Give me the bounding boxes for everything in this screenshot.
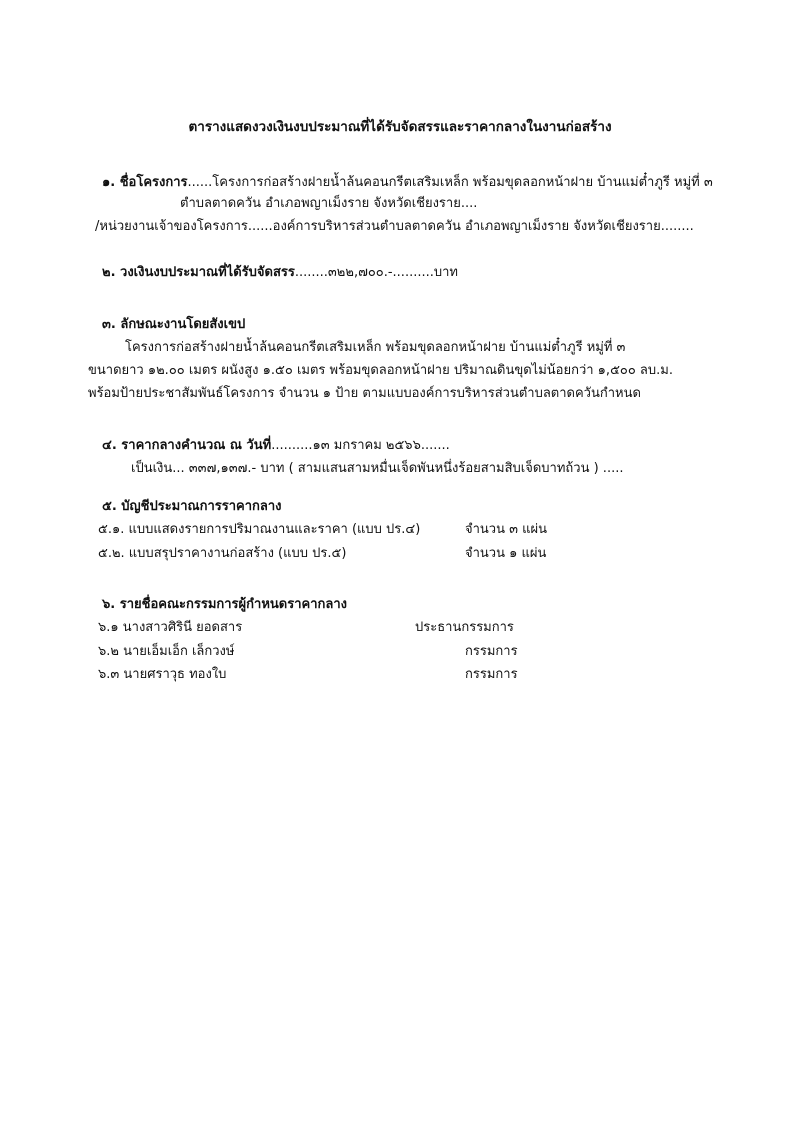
estimate-item-count: จำนวน ๑ แผ่น — [465, 546, 547, 561]
committee-member-name: ๖.๓ นายศราวุธ ทองใบ — [98, 667, 227, 682]
estimate-item-count: จำนวน ๓ แผ่น — [465, 522, 548, 537]
estimate-item-label: ๕.๒. แบบสรุปราคางานก่อสร้าง (แบบ ปร.๕) — [98, 546, 347, 561]
committee-member-role: กรรมการ — [465, 644, 518, 659]
section-6-heading: ๖. รายชื่อคณะกรรมการผู้กำหนดราคากลาง — [102, 597, 347, 612]
description-line-3: พร้อมป้ายประชาสัมพันธ์โครงการ จำนวน ๑ ป้าย ตามแบบองค์การบริหารส่วนตำบลตาดควันกำหนด — [88, 386, 641, 401]
committee-member-role: กรรมการ — [465, 667, 518, 682]
committee-member-name: ๖.๒ นายเอ็มเอ็ก เล็กวงษ์ — [98, 644, 235, 659]
estimate-item-label: ๕.๑. แบบแสดงรายการปริมาณงานและราคา (แบบ ปร.๔) — [98, 522, 421, 537]
section-1 — [102, 173, 713, 193]
section-2 — [102, 263, 458, 283]
calculation-date: ..........๑๓ มกราคม ๒๕๖๖....... — [271, 438, 450, 453]
committee-member-name: ๖.๑ นางสาวศิรินี ยอดสาร — [98, 620, 243, 635]
budget-amount: ........๓๒๒,๗๐๐.-..........บาท — [294, 265, 458, 280]
project-owner: /หน่วยงานเจ้าของโครงการ......องค์การบริหารส่วนตำบลตาดควัน อำเภอพญาเม็งราย จังหวัดเชียงราย........ — [95, 219, 694, 234]
median-price-amount: เป็นเงิน... ๓๓๗,๑๓๗.- บาท ( สามแสนสามหมื่นเจ็ดพันหนึ่งร้อยสามสิบเจ็ดบาทถ้วน ) ..... — [131, 461, 624, 476]
document-title: ตารางแสดงวงเงินงบประมาณที่ได้รับจัดสรรและราคากลางในงานก่อสร้าง — [188, 119, 612, 135]
section-2-heading: ๒. วงเงินงบประมาณที่ได้รับจัดสรร — [102, 265, 295, 280]
section-5-heading: ๕. บัญชีประมาณการราคากลาง — [102, 499, 282, 514]
description-line-1: โครงการก่อสร้างฝายน้ำล้นคอนกรีตเสริมเหล็ก พร้อมขุดลอกหน้าฝาย บ้านแม่ต๋ำภูรี หมู่ที่ ๓ — [125, 340, 626, 355]
project-location: ตำบลตาดควัน อำเภอพญาเม็งราย จังหวัดเชียงราย.... — [180, 196, 478, 211]
section-3-heading: ๓. ลักษณะงานโดยสังเขป — [102, 317, 246, 332]
committee-member-role: ประธานกรรมการ — [415, 620, 514, 635]
section-4-heading: ๔. ราคากลางคำนวณ ณ วันที่ — [102, 438, 272, 453]
project-name: ......โครงการก่อสร้างฝายน้ำล้นคอนกรีตเสริมเหล็ก พร้อมขุดลอกหน้าฝาย บ้านแม่ต๋ำภูรี หมู่ที่ ๓ — [187, 175, 713, 190]
description-line-2: ขนาดยาว ๑๒.๐๐ เมตร ผนังสูง ๑.๕๐ เมตร พร้อมขุดลอกหน้าฝาย ปริมาณดินขุดไม่น้อยกว่า ๑,๕๐๐ ลบ.ม. — [88, 363, 673, 378]
section-4 — [102, 436, 450, 456]
section-1-heading: ๑. ชื่อโครงการ — [102, 175, 188, 190]
